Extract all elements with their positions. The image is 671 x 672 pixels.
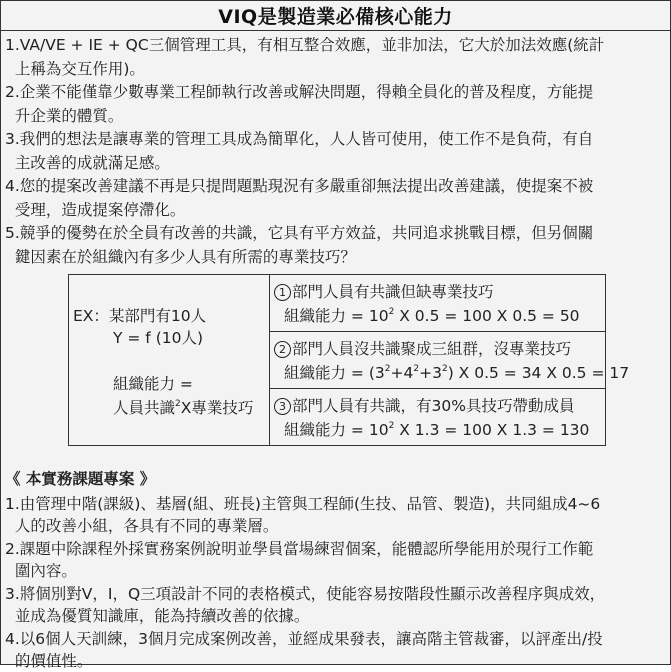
formula-superscript: 2 xyxy=(388,421,395,431)
formula-part: 組織能力 = 10 xyxy=(284,307,389,325)
practice-heading: 《 本實務課題專案 》 xyxy=(5,470,156,488)
case-1-formula xyxy=(284,304,580,326)
case-2 xyxy=(270,332,630,389)
case-2-heading: 部門人員沒共識聚成三組群，沒專業技巧 xyxy=(292,340,572,358)
example-description xyxy=(69,275,270,445)
circled-number-3-icon: 3 xyxy=(274,398,291,415)
case-1 xyxy=(270,275,605,332)
example-cases xyxy=(270,275,630,445)
skill-text: X專業技巧 xyxy=(180,399,254,417)
practice-section xyxy=(5,468,667,672)
point-1-line-1: 1.VA/VE + IE + QC三個管理工具，有相互整合效應，並非加法，它大於加法效應(統計 xyxy=(5,36,605,54)
formula-part: +3 xyxy=(419,364,442,382)
case-3-formula xyxy=(284,418,589,440)
point-5-line-1: 5.競爭的優勢在於全員有改善的共識，它具有平方效益，共同追求挑戰目標，但另個關 xyxy=(5,224,594,242)
circled-number-2-icon: 2 xyxy=(274,341,291,358)
example-line-4 xyxy=(113,396,253,418)
formula-part: 組織能力 = (3 xyxy=(284,364,385,382)
core-points-list xyxy=(5,34,667,269)
case-3-heading-row xyxy=(274,394,574,416)
practice-4-line-2: 的價值性。 xyxy=(5,652,93,670)
example-line-3: 組織能力 = xyxy=(113,375,193,393)
case-3-heading: 部門人員有共識，有30%具技巧帶動成員 xyxy=(292,397,575,415)
practice-2-line-2: 圍內容。 xyxy=(5,562,77,580)
case-2-heading-row xyxy=(274,337,571,359)
formula-superscript: 2 xyxy=(441,364,448,374)
point-2-line-1: 2.企業不能僅靠少數專業工程師執行改善或解決問題，得賴全員化的普及程度，方能提 xyxy=(5,83,594,101)
example-line-2: Y = f (10人) xyxy=(113,329,204,347)
point-5-line-2: 鍵因素在於組織內有多少人具有所需的專業技巧？ xyxy=(5,247,356,266)
formula-part: 組織能力 = 10 xyxy=(284,421,389,439)
point-3-line-2: 主改善的成就滿足感。 xyxy=(5,153,170,172)
point-1-line-2: 上稱為交互作用)。 xyxy=(5,59,145,78)
formula-part: X 0.5 = 100 X 0.5 = 50 xyxy=(394,307,580,325)
point-3-line-1: 3.我們的想法是讓專業的管理工具成為簡單化，人人皆可使用，使工作不是負荷，有自 xyxy=(5,130,594,148)
practice-2-line-1: 2.課題中除課程外採實務案例說明並學員當場練習個案，能體認所學能用於現行工作範 xyxy=(5,540,594,558)
case-1-heading-row xyxy=(274,280,494,302)
formula-superscript: 2 xyxy=(388,307,395,317)
page-title: VIQ是製造業必備核心能力 xyxy=(218,6,453,28)
formula-part: X 1.3 = 100 X 1.3 = 130 xyxy=(394,421,590,439)
formula-superscript: 2 xyxy=(413,364,420,374)
example-line-1: EX：某部門有10人 xyxy=(73,307,207,325)
title-bar xyxy=(1,1,670,31)
point-4-line-2: 受理，造成提案停滯化。 xyxy=(5,200,186,219)
case-2-formula xyxy=(284,361,629,383)
circled-number-1-icon: 1 xyxy=(274,284,291,301)
example-table xyxy=(68,274,630,446)
case-1-heading: 部門人員有共識但缺專業技巧 xyxy=(292,283,494,301)
consensus-text: 人員共識 xyxy=(113,399,176,417)
practice-4-line-1: 4.以6個人天訓練，3個月完成案例改善，並經成果發表，讓高階主管裁審，以評產出/投 xyxy=(5,630,603,648)
formula-part: +4 xyxy=(390,364,414,382)
practice-1-line-2: 人的改善小組，各具有不同的專業層。 xyxy=(5,517,279,535)
point-4-line-1: 4.您的提案改善建議不再是只提問題點現況有多嚴重卻無法提出改善建議，使提案不被 xyxy=(5,177,594,195)
formula-superscript: 2 xyxy=(384,364,391,374)
practice-1-line-1: 1.由管理中階(課級)、基層(組、班長)主管與工程師(生技、品管、製造)，共同組成4~6 xyxy=(5,495,601,513)
formula-part: ) X 0.5 = 34 X 0.5 = 17 xyxy=(447,364,630,382)
practice-3-line-2: 並成為優質知識庫，能為持續改善的依據。 xyxy=(5,607,310,625)
point-2-line-2: 升企業的體質。 xyxy=(5,106,124,125)
case-3 xyxy=(270,389,605,445)
square-superscript: 2 xyxy=(175,399,181,409)
practice-3-line-1: 3.將個別對V，I，Q三項設計不同的表格模式，使能容易按階段性顯示改善程序與成效， xyxy=(5,585,606,603)
